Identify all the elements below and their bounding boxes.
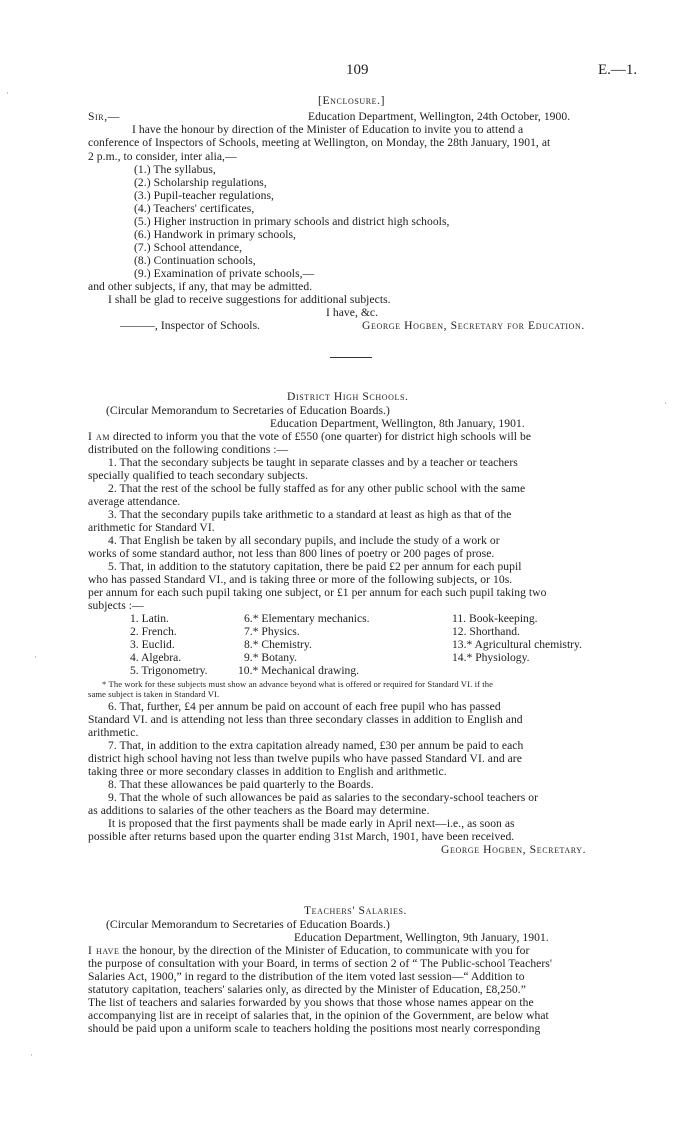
district-line: arithmetic. bbox=[88, 726, 139, 739]
footnote: same subject is taken in Standard VI. bbox=[88, 689, 220, 699]
salaries-line: accompanying list are in receipt of salaries that, in the opinion of the Government, are below what bbox=[88, 1009, 549, 1022]
enclosure-addressee: ———, Inspector of Schools. bbox=[120, 319, 261, 332]
margin-mark: · bbox=[664, 398, 667, 408]
salaries-memo: (Circular Memorandum to Secretaries of Education Boards.) bbox=[106, 918, 390, 931]
salaries-title: Teachers' Salaries. bbox=[304, 904, 408, 917]
subject-item: 7.* Physics. bbox=[244, 625, 300, 638]
salaries-line: the purpose of consultation with your Board, in terms of section 2 of “ The Public-school Teachers' bbox=[88, 957, 552, 970]
enclosure-item: (9.) Examination of private schools,— bbox=[134, 267, 315, 280]
salaries-dateline: Education Department, Wellington, 9th January, 1901. bbox=[294, 931, 549, 944]
subject-item: 12. Shorthand. bbox=[452, 625, 520, 638]
district-line: 5. That, in addition to the statutory capitation, there be paid £2 per annum for each pupil bbox=[108, 560, 522, 573]
subject-item: 11. Book-keeping. bbox=[452, 612, 538, 625]
district-line: subjects :— bbox=[88, 599, 144, 612]
district-line: taking three or more secondary classes in addition to English and arithmetic. bbox=[88, 765, 447, 778]
subject-item: 5. Trigonometry. bbox=[130, 664, 208, 677]
section-divider bbox=[330, 357, 372, 358]
district-memo: (Circular Memorandum to Secretaries of Education Boards.) bbox=[106, 404, 390, 417]
subject-item: 9.* Botany. bbox=[244, 651, 298, 664]
enclosure-body-line: conference of Inspectors of Schools, meeting at Wellington, on Monday, the 28th January, 1901, at bbox=[88, 136, 551, 149]
enclosure-after-items: and other subjects, if any, that may be admitted. bbox=[88, 280, 313, 293]
enclosure-closing: I have, &c. bbox=[326, 306, 379, 319]
subject-item: 4. Algebra. bbox=[130, 651, 182, 664]
enclosure-body-line: 2 p.m., to consider, inter alia,— bbox=[88, 150, 237, 163]
enclosure-item: (4.) Teachers' certificates, bbox=[134, 202, 255, 215]
salaries-line: The list of teachers and salaries forwarded by you shows that those whose names appear on the bbox=[88, 996, 534, 1009]
enclosure-title: [Enclosure.] bbox=[318, 94, 386, 107]
district-line: distributed on the following conditions :— bbox=[88, 443, 289, 456]
enclosure-item: (5.) Higher instruction in primary schools and district high schools, bbox=[134, 215, 450, 228]
district-line: 7. That, in addition to the extra capitation already named, £30 per annum be paid to each bbox=[108, 739, 524, 752]
margin-mark: · bbox=[30, 1050, 33, 1060]
subject-item: 1. Latin. bbox=[130, 612, 169, 625]
enclosure-body-line: I have the honour by direction of the Minister of Education to invite you to attend a bbox=[132, 123, 524, 136]
district-line: arithmetic for Standard VI. bbox=[88, 521, 215, 534]
enclosure-signature: George Hogben, Secretary for Education. bbox=[362, 319, 585, 332]
enclosure-item: (6.) Handwork in primary schools, bbox=[134, 228, 296, 241]
district-line: average attendance. bbox=[88, 495, 181, 508]
district-line: 8. That these allowances be paid quarterly to the Boards. bbox=[108, 778, 374, 791]
subject-item: 13.* Agricultural chemistry. bbox=[452, 638, 582, 651]
subject-item: 10.* Mechanical drawing. bbox=[238, 664, 360, 677]
footnote: * The work for these subjects must show an advance beyond what is offered or required for Standard VI. if the bbox=[102, 679, 494, 689]
district-signature: George Hogben, Secretary. bbox=[441, 843, 587, 856]
document-id: E.—1. bbox=[598, 62, 638, 78]
district-line: 6. That, further, £4 per annum be paid on account of each free pupil who has passed bbox=[108, 700, 501, 713]
enclosure-item: (1.) The syllabus, bbox=[134, 163, 216, 176]
enclosure-item: (3.) Pupil-teacher regulations, bbox=[134, 189, 274, 202]
margin-mark: · bbox=[6, 88, 9, 98]
district-intro-lead: I am bbox=[88, 430, 111, 443]
district-line: per annum for each such pupil taking one subject, or £1 per annum for each such pupil taking two bbox=[88, 586, 547, 599]
salaries-line: statutory capitation, teachers' salaries only, as directed by the Minister of Education, £8,250.” bbox=[88, 983, 526, 996]
district-intro bbox=[88, 430, 531, 443]
district-line: 2. That the rest of the school be fully staffed as for any other public school with the same bbox=[108, 482, 526, 495]
district-line: 3. That the secondary pupils take arithmetic to a standard at least as high as that of the bbox=[108, 508, 512, 521]
district-line: 4. That English be taken by all secondary pupils, and include the study of a work or bbox=[108, 534, 500, 547]
district-line: 1. That the secondary subjects be taught in separate classes and by a teacher or teachers bbox=[108, 456, 518, 469]
district-line: as additions to salaries of the other teachers as the Board may determine. bbox=[88, 804, 430, 817]
enclosure-item: (7.) School attendance, bbox=[134, 241, 243, 254]
salutation: Sir,— bbox=[88, 110, 120, 123]
district-line: 9. That the whole of such allowances be paid as salaries to the secondary-school teachers or bbox=[108, 791, 538, 804]
subject-item: 3. Euclid. bbox=[130, 638, 175, 651]
subject-item: 2. French. bbox=[130, 625, 177, 638]
district-line: Standard VI. and is attending not less than three secondary classes in addition to English and bbox=[88, 713, 523, 726]
salaries-line: should be paid upon a uniform scale to teachers holding the positions most nearly corresponding bbox=[88, 1022, 541, 1035]
district-line: specially qualified to teach secondary subjects. bbox=[88, 469, 309, 482]
district-line: It is proposed that the first payments shall be made early in April next—i.e., as soon as bbox=[108, 817, 515, 830]
subject-item: 8.* Chemistry. bbox=[244, 638, 312, 651]
subject-item: 6.* Elementary mechanics. bbox=[244, 612, 370, 625]
salaries-intro-rest: the honour, by the direction of the Minister of Education, to communicate with you for bbox=[119, 944, 530, 957]
district-title: District High Schools. bbox=[287, 390, 409, 403]
district-dateline: Education Department, Wellington, 8th January, 1901. bbox=[270, 417, 525, 430]
page-number: 109 bbox=[346, 62, 369, 78]
enclosure-dateline: Education Department, Wellington, 24th October, 1900. bbox=[308, 110, 571, 123]
margin-mark: · bbox=[34, 652, 37, 662]
enclosure-suggestions: I shall be glad to receive suggestions for additional subjects. bbox=[108, 293, 391, 306]
enclosure-item: (2.) Scholarship regulations, bbox=[134, 176, 267, 189]
salaries-intro-lead: I have bbox=[88, 944, 120, 957]
district-line: works of some standard author, not less than 800 lines of poetry or 200 pages of prose. bbox=[88, 547, 495, 560]
subject-item: 14.* Physiology. bbox=[452, 651, 530, 664]
salaries-line: Salaries Act, 1900,” in regard to the distribution of the item voted last session—“ Addition to bbox=[88, 970, 525, 983]
district-line: district high school having not less than twelve pupils who have passed Standard VI. and are bbox=[88, 752, 522, 765]
district-intro-rest: directed to inform you that the vote of £550 (one quarter) for district high schools will be bbox=[110, 430, 532, 443]
salaries-intro bbox=[88, 944, 529, 957]
district-line: possible after returns based upon the quarter ending 31st March, 1901, have been received. bbox=[88, 830, 515, 843]
enclosure-item: (8.) Continuation schools, bbox=[134, 254, 256, 267]
district-line: who has passed Standard VI., and is taking three or more of the following subjects, or 10s. bbox=[88, 573, 513, 586]
